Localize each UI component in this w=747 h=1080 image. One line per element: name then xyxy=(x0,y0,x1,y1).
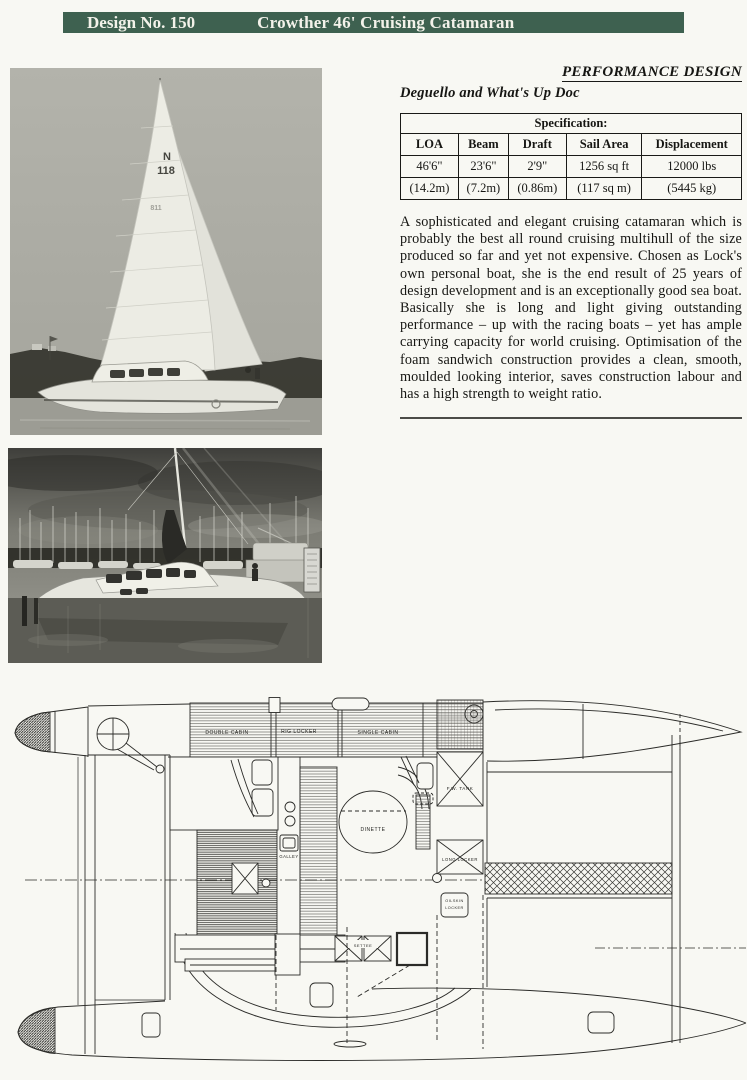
performance-heading: PERFORMANCE DESIGN xyxy=(561,64,742,80)
label-long-locker: LONG LOCKER xyxy=(442,857,478,862)
aft-platform xyxy=(485,762,672,987)
col-sail-area: Sail Area xyxy=(566,134,642,156)
col-loa: LOA xyxy=(401,134,459,156)
house xyxy=(32,344,42,350)
piling xyxy=(34,598,38,624)
person xyxy=(252,563,258,569)
photo-sailing-catamaran xyxy=(10,68,322,435)
spec-cell: (0.86m) xyxy=(508,178,566,200)
spec-cell: (5445 kg) xyxy=(642,178,742,200)
spec-cell: 12000 lbs xyxy=(642,156,742,178)
col-draft: Draft xyxy=(508,134,566,156)
water-glint xyxy=(178,639,278,653)
sail-number: 118 xyxy=(157,165,175,177)
crossbeams xyxy=(25,735,746,1054)
water-glint xyxy=(28,634,108,646)
text-column xyxy=(400,64,742,419)
spec-cell: 1256 sq ft xyxy=(566,156,642,178)
col-displacement: Displacement xyxy=(642,134,742,156)
col-beam: Beam xyxy=(458,134,508,156)
label-double-cabin: DOUBLE CABIN xyxy=(205,730,249,736)
sail-number-faint: 811 xyxy=(150,205,162,212)
crew-figure xyxy=(245,367,251,373)
hull xyxy=(38,379,286,413)
spec-caption: Specification: xyxy=(401,114,742,134)
spec-cell: 2'9" xyxy=(508,156,566,178)
spec-imperial-row xyxy=(401,156,742,178)
spec-cell: 46'6" xyxy=(401,156,459,178)
description-paragraph: A sophisticated and elegant cruising catamaran which is probably the best all round cruising multihull of the size produced so far and yet not expensive. Chosen as Lock's own personal boat, she is the end result of 25 years of design development and is an exceptionally good sea boat. Basically she is long and light giving outstanding performance – up with the racing boats – yet has ample carrying capacity for world cruising. Optimisation of the foam sandwich construction provides a clean, smooth, moulded looking interior, saves construction labour and has a high strength to weight ratio. xyxy=(400,214,742,403)
starboard-hull xyxy=(18,983,746,1061)
spec-header-row xyxy=(401,134,742,156)
piling xyxy=(22,596,27,626)
label-dinette: DINETTE xyxy=(360,827,386,833)
label-oilskin-locker: OILSKIN xyxy=(445,899,464,903)
page-title-bar xyxy=(63,12,684,33)
house xyxy=(48,346,56,351)
sail-letter: N xyxy=(163,151,171,163)
spec-cell: (7.2m) xyxy=(458,178,508,200)
spec-metric-row xyxy=(401,178,742,200)
crew-figure xyxy=(255,368,260,379)
spec-cell: 23'6" xyxy=(458,156,508,178)
label-galley: GALLEY xyxy=(279,854,299,859)
label-settee: SETTEE xyxy=(353,943,373,948)
crosshatch-walkway xyxy=(485,863,672,894)
sign-board xyxy=(304,548,320,592)
label-single-cabin: SINGLE CABIN xyxy=(357,730,399,736)
page-title: Crowther 46' Cruising Catamaran xyxy=(257,12,515,32)
design-number: Design No. 150 xyxy=(87,12,196,32)
label-fw-tank: F.W. TANK xyxy=(446,786,474,791)
deck-plan-drawing xyxy=(0,697,747,1080)
spec-cell: (14.2m) xyxy=(401,178,459,200)
spec-cell: (117 sq m) xyxy=(566,178,642,200)
boat-names-subheading: Deguello and What's Up Doc xyxy=(400,85,580,101)
person xyxy=(252,569,258,581)
section-rule xyxy=(400,417,742,419)
label-rig-locker: RIG LOCKER xyxy=(281,729,317,735)
specification-table xyxy=(400,113,742,200)
photo-marina-catamaran xyxy=(8,448,322,663)
label-oilskin-locker: LOCKER xyxy=(445,906,464,910)
